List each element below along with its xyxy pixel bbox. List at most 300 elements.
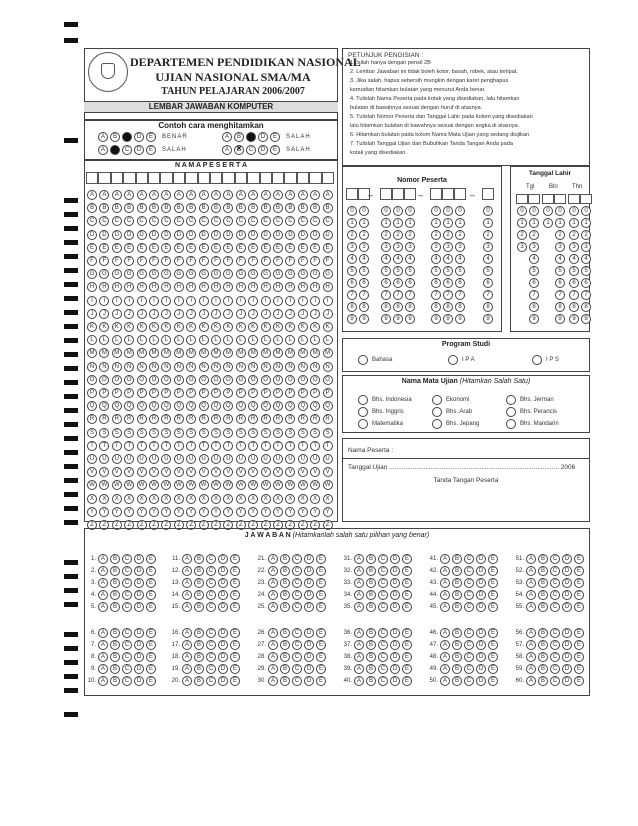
answer-bubble[interactable]: C — [550, 640, 560, 650]
answer-bubble[interactable]: D — [390, 554, 400, 564]
tanggal-bubble[interactable]: 2 — [517, 230, 527, 240]
answer-bubble[interactable]: B — [110, 652, 120, 662]
name-bubble[interactable]: G — [248, 269, 258, 279]
name-bubble[interactable]: U — [161, 454, 171, 464]
tanggal-bubble[interactable]: 3 — [581, 242, 591, 252]
name-bubble[interactable]: M — [149, 348, 159, 358]
name-bubble[interactable]: P — [261, 388, 271, 398]
name-bubble[interactable]: G — [199, 269, 209, 279]
name-bubble[interactable]: Y — [174, 507, 184, 517]
nomor-digit-box[interactable] — [346, 188, 358, 200]
name-bubble[interactable]: G — [285, 269, 295, 279]
answer-bubble[interactable]: B — [538, 640, 548, 650]
answer-bubble[interactable]: D — [476, 578, 486, 588]
answer-bubble[interactable]: D — [304, 664, 314, 674]
answer-bubble[interactable]: E — [230, 640, 240, 650]
name-bubble[interactable]: Y — [112, 507, 122, 517]
name-bubble[interactable]: V — [137, 467, 147, 477]
nomor-bubble[interactable]: 2 — [443, 230, 453, 240]
answer-bubble[interactable]: C — [292, 628, 302, 638]
name-bubble[interactable]: S — [87, 428, 97, 438]
answer-bubble[interactable]: E — [146, 628, 156, 638]
name-bubble[interactable]: T — [174, 441, 184, 451]
name-bubble[interactable]: W — [186, 480, 196, 490]
name-bubble[interactable]: K — [186, 322, 196, 332]
answer-bubble[interactable]: A — [526, 676, 536, 686]
name-bubble[interactable]: E — [186, 243, 196, 253]
answer-bubble[interactable]: A — [182, 590, 192, 600]
name-bubble[interactable]: U — [310, 454, 320, 464]
name-bubble[interactable]: G — [112, 269, 122, 279]
name-bubble[interactable]: H — [124, 282, 134, 292]
answer-bubble[interactable]: B — [280, 602, 290, 612]
name-bubble[interactable]: H — [174, 282, 184, 292]
name-bubble[interactable]: I — [87, 296, 97, 306]
name-bubble[interactable]: K — [236, 322, 246, 332]
answer-bubble[interactable]: E — [574, 602, 584, 612]
name-letter-box[interactable] — [260, 172, 272, 184]
answer-bubble[interactable]: B — [452, 652, 462, 662]
answer-bubble[interactable]: D — [304, 602, 314, 612]
answer-bubble[interactable]: C — [206, 628, 216, 638]
answer-bubble[interactable]: E — [316, 652, 326, 662]
name-bubble[interactable]: Y — [211, 507, 221, 517]
name-bubble[interactable]: N — [99, 362, 109, 372]
nomor-bubble[interactable]: 7 — [347, 290, 357, 300]
name-bubble[interactable]: D — [261, 230, 271, 240]
answer-bubble[interactable]: B — [366, 602, 376, 612]
name-bubble[interactable]: W — [248, 480, 258, 490]
answer-bubble[interactable]: A — [182, 628, 192, 638]
name-bubble[interactable]: E — [137, 243, 147, 253]
mata-ujian-radio[interactable] — [432, 407, 442, 417]
answer-bubble[interactable]: D — [476, 652, 486, 662]
answer-bubble[interactable]: B — [110, 578, 120, 588]
name-bubble[interactable]: W — [199, 480, 209, 490]
answer-bubble[interactable]: C — [122, 664, 132, 674]
name-bubble[interactable]: X — [186, 494, 196, 504]
nomor-bubble[interactable]: 6 — [483, 278, 493, 288]
name-bubble[interactable]: H — [161, 282, 171, 292]
name-bubble[interactable]: N — [285, 362, 295, 372]
answer-bubble[interactable]: B — [194, 590, 204, 600]
answer-bubble[interactable]: D — [562, 590, 572, 600]
name-bubble[interactable]: E — [124, 243, 134, 253]
name-bubble[interactable]: N — [186, 362, 196, 372]
nomor-bubble[interactable]: 2 — [483, 230, 493, 240]
name-bubble[interactable]: W — [323, 480, 333, 490]
answer-bubble[interactable]: A — [526, 628, 536, 638]
name-letter-box[interactable] — [309, 172, 321, 184]
name-bubble[interactable]: S — [273, 428, 283, 438]
answer-bubble[interactable]: A — [268, 652, 278, 662]
nomor-bubble[interactable]: 1 — [347, 218, 357, 228]
answer-bubble[interactable]: D — [218, 664, 228, 674]
name-bubble[interactable]: W — [261, 480, 271, 490]
tanggal-bubble[interactable]: 7 — [581, 290, 591, 300]
answer-bubble[interactable]: C — [550, 628, 560, 638]
answer-bubble[interactable]: C — [206, 640, 216, 650]
name-bubble[interactable]: S — [161, 428, 171, 438]
name-bubble[interactable]: B — [223, 203, 233, 213]
name-bubble[interactable]: V — [174, 467, 184, 477]
answer-bubble[interactable]: D — [134, 664, 144, 674]
name-bubble[interactable]: G — [211, 269, 221, 279]
tanggal-bubble[interactable]: 5 — [581, 266, 591, 276]
nomor-bubble[interactable]: 6 — [455, 278, 465, 288]
nomor-digit-box[interactable] — [442, 188, 454, 200]
name-bubble[interactable]: F — [323, 256, 333, 266]
name-bubble[interactable]: F — [87, 256, 97, 266]
tanggal-bubble[interactable]: 0 — [543, 206, 553, 216]
answer-bubble[interactable]: E — [402, 602, 412, 612]
name-bubble[interactable]: T — [87, 441, 97, 451]
tanggal-bubble[interactable]: 5 — [555, 266, 565, 276]
answer-bubble[interactable]: B — [538, 664, 548, 674]
answer-bubble[interactable]: D — [390, 590, 400, 600]
name-bubble[interactable]: S — [223, 428, 233, 438]
answer-bubble[interactable]: B — [538, 602, 548, 612]
answer-bubble[interactable]: B — [194, 652, 204, 662]
name-bubble[interactable]: Q — [87, 401, 97, 411]
answer-bubble[interactable]: E — [488, 652, 498, 662]
answer-bubble[interactable]: A — [98, 640, 108, 650]
answer-bubble[interactable]: D — [390, 640, 400, 650]
name-bubble[interactable]: Y — [124, 507, 134, 517]
name-bubble[interactable]: I — [298, 296, 308, 306]
tanggal-bubble[interactable]: 7 — [529, 290, 539, 300]
name-bubble[interactable]: E — [149, 243, 159, 253]
nomor-bubble[interactable]: 7 — [431, 290, 441, 300]
nomor-bubble[interactable]: 4 — [483, 254, 493, 264]
name-bubble[interactable]: A — [161, 190, 171, 200]
answer-bubble[interactable]: E — [316, 578, 326, 588]
nomor-bubble[interactable]: 4 — [393, 254, 403, 264]
name-bubble[interactable]: F — [223, 256, 233, 266]
name-bubble[interactable]: T — [99, 441, 109, 451]
name-bubble[interactable]: P — [161, 388, 171, 398]
name-bubble[interactable]: G — [261, 269, 271, 279]
name-bubble[interactable]: F — [161, 256, 171, 266]
answer-bubble[interactable]: A — [354, 628, 364, 638]
answer-bubble[interactable]: C — [464, 640, 474, 650]
nomor-bubble[interactable]: 3 — [431, 242, 441, 252]
tanggal-bubble[interactable]: 2 — [581, 230, 591, 240]
answer-bubble[interactable]: C — [378, 652, 388, 662]
nomor-bubble[interactable]: 3 — [443, 242, 453, 252]
tanggal-bubble[interactable]: 8 — [555, 302, 565, 312]
name-bubble[interactable]: B — [211, 203, 221, 213]
name-bubble[interactable]: I — [285, 296, 295, 306]
name-bubble[interactable]: E — [298, 243, 308, 253]
answer-bubble[interactable]: B — [194, 602, 204, 612]
name-bubble[interactable]: V — [248, 467, 258, 477]
name-bubble[interactable]: P — [87, 388, 97, 398]
name-bubble[interactable]: W — [310, 480, 320, 490]
answer-bubble[interactable]: A — [182, 664, 192, 674]
tanggal-bubble[interactable]: 3 — [555, 242, 565, 252]
name-bubble[interactable]: G — [161, 269, 171, 279]
answer-bubble[interactable]: C — [292, 554, 302, 564]
name-bubble[interactable]: S — [248, 428, 258, 438]
name-bubble[interactable]: Q — [149, 401, 159, 411]
name-bubble[interactable]: X — [161, 494, 171, 504]
name-bubble[interactable]: S — [174, 428, 184, 438]
answer-bubble[interactable]: B — [280, 676, 290, 686]
name-bubble[interactable]: F — [137, 256, 147, 266]
name-bubble[interactable]: A — [273, 190, 283, 200]
answer-bubble[interactable]: D — [562, 664, 572, 674]
answer-bubble[interactable]: A — [182, 602, 192, 612]
answer-bubble[interactable]: D — [134, 578, 144, 588]
name-bubble[interactable]: L — [236, 335, 246, 345]
name-bubble[interactable]: H — [261, 282, 271, 292]
name-bubble[interactable]: P — [248, 388, 258, 398]
answer-bubble[interactable]: A — [268, 664, 278, 674]
name-bubble[interactable]: G — [87, 269, 97, 279]
name-bubble[interactable]: Y — [87, 507, 97, 517]
nomor-bubble[interactable]: 0 — [347, 206, 357, 216]
nomor-bubble[interactable]: 3 — [381, 242, 391, 252]
name-bubble[interactable]: B — [285, 203, 295, 213]
answer-bubble[interactable]: C — [464, 554, 474, 564]
name-bubble[interactable]: Y — [236, 507, 246, 517]
name-bubble[interactable]: V — [124, 467, 134, 477]
name-bubble[interactable]: O — [211, 375, 221, 385]
name-bubble[interactable]: K — [298, 322, 308, 332]
tanggal-bubble[interactable]: 9 — [569, 314, 579, 324]
name-bubble[interactable]: Z — [161, 520, 171, 530]
name-bubble[interactable]: B — [323, 203, 333, 213]
name-bubble[interactable]: N — [211, 362, 221, 372]
answer-bubble[interactable]: E — [402, 554, 412, 564]
name-bubble[interactable]: I — [99, 296, 109, 306]
name-bubble[interactable]: E — [174, 243, 184, 253]
answer-bubble[interactable]: C — [292, 652, 302, 662]
answer-bubble[interactable]: D — [304, 676, 314, 686]
name-bubble[interactable]: S — [186, 428, 196, 438]
answer-bubble[interactable]: B — [110, 554, 120, 564]
nomor-bubble[interactable]: 0 — [443, 206, 453, 216]
name-bubble[interactable]: Y — [149, 507, 159, 517]
name-bubble[interactable]: Y — [273, 507, 283, 517]
answer-bubble[interactable]: C — [122, 676, 132, 686]
answer-bubble[interactable]: E — [146, 676, 156, 686]
name-bubble[interactable]: M — [87, 348, 97, 358]
name-bubble[interactable]: P — [124, 388, 134, 398]
name-bubble[interactable]: Q — [285, 401, 295, 411]
name-bubble[interactable]: I — [137, 296, 147, 306]
name-letter-box[interactable] — [235, 172, 247, 184]
name-bubble[interactable]: B — [124, 203, 134, 213]
name-bubble[interactable]: A — [199, 190, 209, 200]
name-bubble[interactable]: V — [199, 467, 209, 477]
answer-bubble[interactable]: E — [574, 676, 584, 686]
name-bubble[interactable]: C — [161, 216, 171, 226]
answer-bubble[interactable]: C — [464, 578, 474, 588]
answer-bubble[interactable]: C — [550, 566, 560, 576]
name-bubble[interactable]: D — [273, 230, 283, 240]
name-bubble[interactable]: N — [273, 362, 283, 372]
answer-bubble[interactable]: B — [366, 578, 376, 588]
name-bubble[interactable]: C — [174, 216, 184, 226]
name-bubble[interactable]: V — [186, 467, 196, 477]
name-bubble[interactable]: H — [248, 282, 258, 292]
answer-bubble[interactable]: A — [268, 554, 278, 564]
answer-bubble[interactable]: D — [476, 664, 486, 674]
name-bubble[interactable]: R — [261, 414, 271, 424]
name-bubble[interactable]: C — [248, 216, 258, 226]
answer-bubble[interactable]: E — [574, 566, 584, 576]
answer-bubble[interactable]: D — [562, 554, 572, 564]
name-bubble[interactable]: E — [285, 243, 295, 253]
name-bubble[interactable]: D — [236, 230, 246, 240]
name-bubble[interactable]: W — [87, 480, 97, 490]
tanggal-bubble[interactable]: 4 — [555, 254, 565, 264]
tanggal-bubble[interactable]: 2 — [569, 230, 579, 240]
answer-bubble[interactable]: D — [562, 602, 572, 612]
name-bubble[interactable]: W — [124, 480, 134, 490]
name-bubble[interactable]: Z — [323, 520, 333, 530]
name-bubble[interactable]: S — [149, 428, 159, 438]
answer-bubble[interactable]: E — [488, 590, 498, 600]
answer-bubble[interactable]: A — [268, 602, 278, 612]
name-bubble[interactable]: Z — [199, 520, 209, 530]
nomor-bubble[interactable]: 6 — [443, 278, 453, 288]
answer-bubble[interactable]: D — [134, 628, 144, 638]
name-bubble[interactable]: T — [161, 441, 171, 451]
tanggal-bubble[interactable]: 1 — [543, 218, 553, 228]
name-bubble[interactable]: T — [211, 441, 221, 451]
name-bubble[interactable]: Y — [298, 507, 308, 517]
name-bubble[interactable]: Y — [99, 507, 109, 517]
answer-bubble[interactable]: E — [402, 652, 412, 662]
name-bubble[interactable]: T — [199, 441, 209, 451]
name-letter-box[interactable] — [185, 172, 197, 184]
name-bubble[interactable]: C — [137, 216, 147, 226]
answer-bubble[interactable]: D — [134, 640, 144, 650]
name-bubble[interactable]: D — [285, 230, 295, 240]
name-bubble[interactable]: I — [112, 296, 122, 306]
name-bubble[interactable]: K — [161, 322, 171, 332]
answer-bubble[interactable]: A — [440, 566, 450, 576]
name-bubble[interactable]: J — [124, 309, 134, 319]
answer-bubble[interactable]: C — [550, 602, 560, 612]
answer-bubble[interactable]: C — [550, 578, 560, 588]
name-bubble[interactable]: A — [323, 190, 333, 200]
answer-bubble[interactable]: A — [526, 554, 536, 564]
answer-bubble[interactable]: A — [354, 590, 364, 600]
answer-bubble[interactable]: D — [476, 566, 486, 576]
tanggal-digit-box[interactable] — [554, 194, 566, 204]
name-bubble[interactable]: S — [199, 428, 209, 438]
nomor-bubble[interactable]: 4 — [443, 254, 453, 264]
answer-bubble[interactable]: C — [206, 578, 216, 588]
nomor-bubble[interactable]: 6 — [431, 278, 441, 288]
tanggal-digit-box[interactable] — [580, 194, 592, 204]
name-bubble[interactable]: J — [137, 309, 147, 319]
answer-bubble[interactable]: C — [378, 578, 388, 588]
answer-bubble[interactable]: A — [440, 652, 450, 662]
name-bubble[interactable]: U — [298, 454, 308, 464]
name-bubble[interactable]: I — [310, 296, 320, 306]
name-bubble[interactable]: Q — [248, 401, 258, 411]
name-letter-box[interactable] — [136, 172, 148, 184]
answer-bubble[interactable]: B — [452, 566, 462, 576]
nomor-bubble[interactable]: 7 — [405, 290, 415, 300]
answer-bubble[interactable]: E — [488, 554, 498, 564]
name-letter-box[interactable] — [123, 172, 135, 184]
name-bubble[interactable]: O — [174, 375, 184, 385]
name-bubble[interactable]: U — [211, 454, 221, 464]
nomor-bubble[interactable]: 5 — [455, 266, 465, 276]
answer-bubble[interactable]: D — [390, 676, 400, 686]
name-bubble[interactable]: I — [223, 296, 233, 306]
name-bubble[interactable]: X — [99, 494, 109, 504]
program-radio[interactable] — [448, 355, 458, 365]
name-bubble[interactable]: P — [285, 388, 295, 398]
name-bubble[interactable]: Y — [137, 507, 147, 517]
nomor-bubble[interactable]: 8 — [443, 302, 453, 312]
name-bubble[interactable]: J — [186, 309, 196, 319]
nomor-bubble[interactable]: 0 — [381, 206, 391, 216]
nomor-bubble[interactable]: 3 — [347, 242, 357, 252]
name-bubble[interactable]: J — [199, 309, 209, 319]
name-bubble[interactable]: L — [310, 335, 320, 345]
answer-bubble[interactable]: D — [304, 628, 314, 638]
name-bubble[interactable]: Y — [310, 507, 320, 517]
name-bubble[interactable]: Y — [261, 507, 271, 517]
name-bubble[interactable]: W — [211, 480, 221, 490]
answer-bubble[interactable]: E — [316, 590, 326, 600]
name-bubble[interactable]: I — [186, 296, 196, 306]
name-bubble[interactable]: O — [323, 375, 333, 385]
answer-bubble[interactable]: A — [354, 664, 364, 674]
answer-bubble[interactable]: C — [206, 566, 216, 576]
answer-bubble[interactable]: B — [280, 554, 290, 564]
answer-bubble[interactable]: E — [488, 578, 498, 588]
name-bubble[interactable]: G — [186, 269, 196, 279]
name-bubble[interactable]: I — [211, 296, 221, 306]
name-bubble[interactable]: S — [137, 428, 147, 438]
name-letter-box[interactable] — [86, 172, 98, 184]
nomor-bubble[interactable]: 5 — [431, 266, 441, 276]
name-bubble[interactable]: C — [124, 216, 134, 226]
name-bubble[interactable]: J — [248, 309, 258, 319]
answer-bubble[interactable]: D — [476, 554, 486, 564]
name-bubble[interactable]: K — [124, 322, 134, 332]
nomor-bubble[interactable]: 8 — [393, 302, 403, 312]
name-bubble[interactable]: W — [273, 480, 283, 490]
answer-bubble[interactable]: C — [122, 652, 132, 662]
name-bubble[interactable]: C — [223, 216, 233, 226]
name-bubble[interactable]: F — [149, 256, 159, 266]
name-bubble[interactable]: Z — [174, 520, 184, 530]
answer-bubble[interactable]: D — [390, 652, 400, 662]
nomor-bubble[interactable]: 2 — [381, 230, 391, 240]
answer-bubble[interactable]: E — [488, 566, 498, 576]
tanggal-bubble[interactable]: 8 — [569, 302, 579, 312]
answer-bubble[interactable]: B — [452, 590, 462, 600]
name-bubble[interactable]: G — [137, 269, 147, 279]
answer-bubble[interactable]: E — [230, 554, 240, 564]
name-bubble[interactable]: T — [248, 441, 258, 451]
name-bubble[interactable]: R — [248, 414, 258, 424]
name-bubble[interactable]: P — [223, 388, 233, 398]
answer-bubble[interactable]: C — [464, 566, 474, 576]
name-bubble[interactable]: X — [323, 494, 333, 504]
answer-bubble[interactable]: A — [526, 578, 536, 588]
